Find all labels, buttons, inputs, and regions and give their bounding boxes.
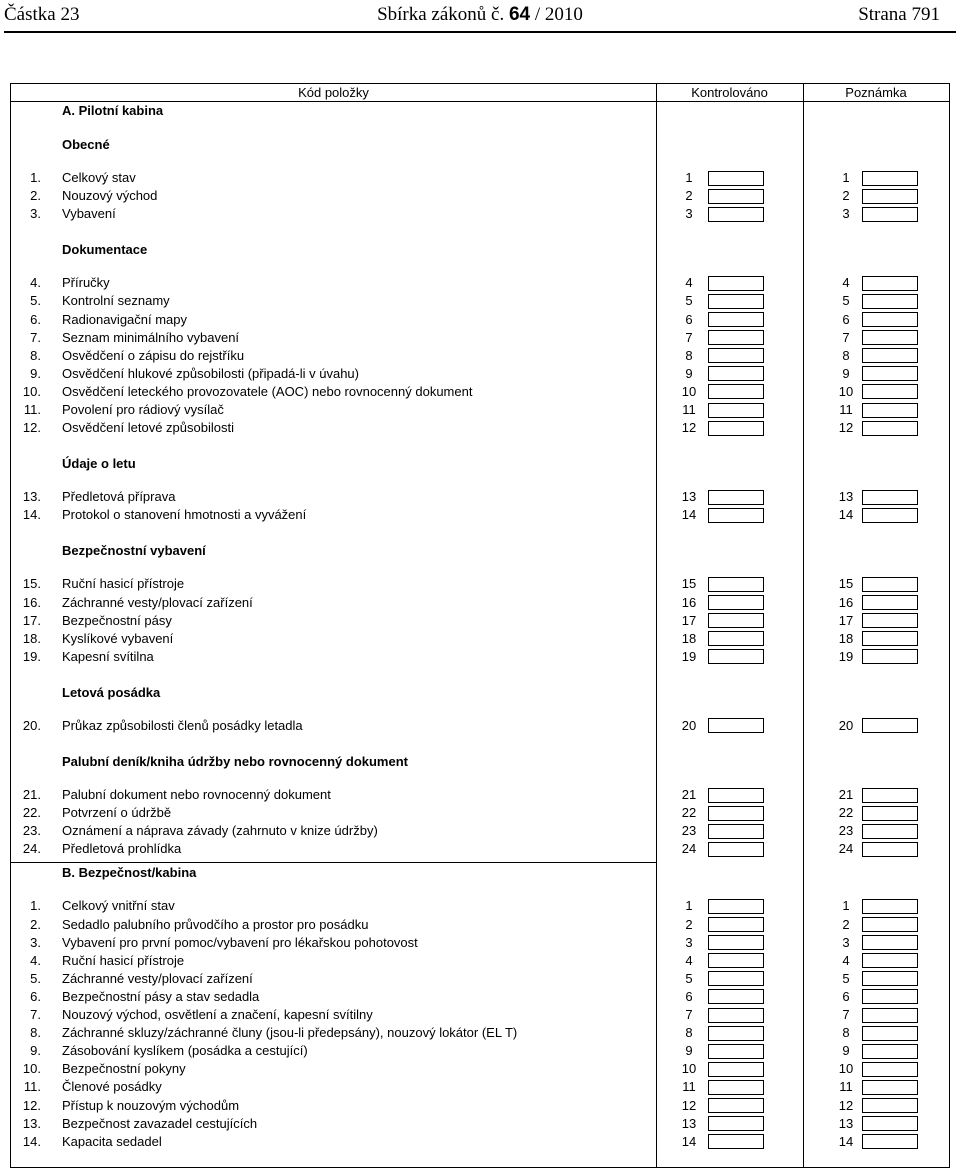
note-code: 8 [842,1025,850,1041]
checked-checkbox[interactable] [708,1062,764,1077]
item-label: Radionavigační mapy [62,311,188,327]
note-checkbox[interactable] [862,649,918,664]
note-checkbox[interactable] [862,824,918,839]
note-code: 22 [838,805,854,821]
item-label: Vybavení pro první pomoc/vybavení pro lékařskou pohotovost [62,934,418,950]
note-code: 2 [842,916,850,932]
item-label: Osvědčení leteckého provozovatele (AOC) nebo rovnocenný dokument [62,383,473,399]
item-number: 8. [30,347,41,363]
note-code: 14 [838,1133,854,1149]
note-code: 1 [842,170,850,185]
item-label: Předletová prohlídka [62,841,182,857]
column-header-checked: Kontrolováno [691,85,768,100]
checked-code: 7 [685,329,693,345]
item-label: Seznam minimálního vybavení [62,329,240,345]
checked-code: 1 [685,898,693,914]
checked-code: 15 [681,576,697,592]
checked-code: 21 [681,787,697,802]
item-label: Příručky [62,275,110,291]
checked-code: 7 [685,1007,693,1022]
item-label: Sedadlo palubního průvodčího a prostor pro posádku [62,916,369,932]
item-label: Kyslíkové vybavení [62,630,174,646]
item-label: Bezpečnostní pásy a stav sedadla [62,988,260,1004]
note-checkbox[interactable] [862,806,918,821]
note-checkbox[interactable] [862,384,918,399]
note-checkbox[interactable] [862,490,918,505]
checked-code: 24 [681,841,697,857]
item-number: 14. [22,507,41,523]
column-header-note: Poznámka [845,85,907,100]
checked-code: 9 [685,365,693,381]
checked-checkbox[interactable] [708,490,764,505]
checked-checkbox[interactable] [708,207,764,222]
checked-checkbox[interactable] [708,577,764,592]
checked-checkbox[interactable] [708,989,764,1004]
note-code: 11 [839,1079,853,1095]
note-checkbox[interactable] [862,276,918,291]
item-label: Záchranné vesty/plovací zařízení [62,594,253,610]
item-label: Vybavení [62,206,116,222]
checked-checkbox[interactable] [708,312,764,327]
checked-checkbox[interactable] [708,631,764,646]
note-checkbox[interactable] [862,577,918,592]
checked-code: 3 [685,206,693,222]
item-number: 10. [22,383,41,399]
checked-checkbox[interactable] [708,189,764,204]
item-label: Průkaz způsobilosti členů posádky letadla [62,717,303,733]
item-label: Celkový stav [62,170,136,185]
collection-number: 64 [508,4,531,25]
note-checkbox[interactable] [862,171,918,186]
note-code: 10 [838,1061,854,1077]
note-code: 15 [838,576,854,592]
note-checkbox[interactable] [862,971,918,986]
item-label: Osvědčení letové způsobilosti [62,420,234,436]
checked-checkbox[interactable] [708,508,764,523]
checked-checkbox[interactable] [708,953,764,968]
checked-checkbox[interactable] [708,1116,764,1131]
checked-checkbox[interactable] [708,1134,764,1149]
group-title: Dokumentace [62,242,148,258]
item-number: 13. [22,1115,41,1131]
item-number: 15. [22,576,41,592]
item-label: Palubní dokument nebo rovnocenný dokument [62,787,331,802]
note-code: 13 [838,489,854,505]
group-title: Bezpečnostní vybavení [62,543,206,559]
note-checkbox[interactable] [862,1062,918,1077]
checked-checkbox[interactable] [708,917,764,932]
collection-title: Sbírka zákonů č. [377,4,505,25]
note-code: 7 [842,329,850,345]
item-number: 16. [22,594,41,610]
note-code: 17 [838,612,854,628]
note-code: 7 [842,1007,850,1022]
section-rule [11,862,656,863]
note-code: 4 [842,275,850,291]
note-checkbox[interactable] [862,842,918,857]
item-number: 18. [22,630,41,646]
checked-code: 9 [685,1043,693,1059]
checked-checkbox[interactable] [708,1098,764,1113]
checked-checkbox[interactable] [708,1008,764,1023]
item-number: 13. [22,489,41,505]
item-label: Bezpečnost zavazadel cestujících [62,1115,258,1131]
checked-code: 14 [681,1133,697,1149]
item-label: Záchranné skluzy/záchranné čluny (jsou-li předepsány), nouzový lokátor (EL T) [62,1025,518,1041]
checked-code: 2 [685,916,693,932]
note-checkbox[interactable] [862,403,918,418]
item-number: 17. [22,612,41,628]
checked-checkbox[interactable] [708,613,764,628]
item-number: 2. [30,916,41,932]
divider-note [803,84,804,1167]
note-code: 8 [842,347,850,363]
item-number: 5. [30,970,41,986]
item-label: Ruční hasicí přístroje [62,576,185,592]
item-number: 9. [30,365,41,381]
checked-checkbox[interactable] [708,1026,764,1041]
item-label: Povolení pro rádiový vysílač [62,402,224,417]
checked-code: 8 [685,1025,693,1041]
section-title: A. Pilotní kabina [62,103,164,118]
item-number: 24. [22,841,41,857]
checked-checkbox[interactable] [708,421,764,436]
note-checkbox[interactable] [862,788,918,803]
item-number: 6. [30,311,41,327]
item-number: 22. [22,805,41,821]
item-number: 23. [22,823,41,839]
item-number: 3. [30,934,41,950]
collection-year: / 2010 [534,4,583,25]
note-code: 5 [842,293,850,309]
note-checkbox[interactable] [862,189,918,204]
column-header-code: Kód položky [298,85,369,100]
note-checkbox[interactable] [862,294,918,309]
group-title: Letová posádka [62,684,161,700]
checked-code: 13 [681,489,697,505]
item-label: Ruční hasicí přístroje [62,952,185,968]
note-checkbox[interactable] [862,613,918,628]
note-checkbox[interactable] [862,899,918,914]
note-code: 2 [842,188,850,204]
note-code: 21 [838,787,854,802]
item-label: Osvědčení hlukové způsobilosti (připadá-li v úvahu) [62,365,359,381]
note-code: 5 [842,970,850,986]
item-number: 6. [30,988,41,1004]
group-title: Obecné [62,137,110,152]
checked-code: 18 [681,630,697,646]
page-header-center [0,2,960,28]
note-code: 11 [839,402,853,417]
section-title: B. Bezpečnost/kabina [62,865,197,881]
checked-checkbox[interactable] [708,330,764,345]
item-number: 4. [30,952,41,968]
note-code: 10 [838,383,854,399]
note-checkbox[interactable] [862,1080,918,1095]
note-checkbox[interactable] [862,989,918,1004]
checked-code: 16 [681,594,697,610]
checked-code: 13 [681,1115,697,1131]
note-code: 20 [838,717,854,733]
checked-checkbox[interactable] [708,384,764,399]
item-number: 21. [22,787,41,802]
note-checkbox[interactable] [862,935,918,950]
item-label: Členové posádky [62,1079,162,1095]
checked-code: 11 [682,1079,696,1095]
note-code: 3 [842,934,850,950]
note-checkbox[interactable] [862,1026,918,1041]
checked-checkbox[interactable] [708,899,764,914]
checked-checkbox[interactable] [708,403,764,418]
item-number: 14. [22,1133,41,1149]
item-number: 12. [22,420,41,436]
checked-code: 17 [681,612,697,628]
note-code: 6 [842,311,850,327]
note-code: 12 [838,420,854,436]
item-number: 1. [30,898,41,914]
checked-checkbox[interactable] [708,294,764,309]
checked-code: 11 [682,402,696,417]
note-checkbox[interactable] [862,330,918,345]
item-number: 10. [22,1061,41,1077]
note-checkbox[interactable] [862,1134,918,1149]
checked-checkbox[interactable] [708,171,764,186]
note-checkbox[interactable] [862,348,918,363]
item-number: 11. [23,402,41,417]
item-label: Bezpečnostní pokyny [62,1061,186,1077]
checked-checkbox[interactable] [708,1044,764,1059]
item-number: 7. [30,1007,41,1022]
item-label: Kontrolní seznamy [62,293,170,309]
item-label: Protokol o stanovení hmotnosti a vyvážení [62,507,307,523]
checked-code: 10 [681,383,697,399]
note-code: 24 [838,841,854,857]
note-checkbox[interactable] [862,312,918,327]
note-checkbox[interactable] [862,1008,918,1023]
checked-checkbox[interactable] [708,1080,764,1095]
checked-code: 10 [681,1061,697,1077]
checked-checkbox[interactable] [708,649,764,664]
checked-code: 5 [685,970,693,986]
group-title: Údaje o letu [62,456,136,472]
item-label: Kapacita sedadel [62,1133,162,1149]
note-checkbox[interactable] [862,917,918,932]
page-header-right: Strana 791 [858,4,940,25]
checked-code: 8 [685,347,693,363]
note-code: 9 [842,1043,850,1059]
item-number: 1. [30,170,41,185]
note-checkbox[interactable] [862,508,918,523]
checked-code: 5 [685,293,693,309]
checked-checkbox[interactable] [708,348,764,363]
item-number: 12. [22,1097,41,1113]
note-code: 9 [842,365,850,381]
note-checkbox[interactable] [862,1098,918,1113]
checked-code: 1 [685,170,693,185]
note-checkbox[interactable] [862,1044,918,1059]
note-checkbox[interactable] [862,1116,918,1131]
item-label: Přístup k nouzovým východům [62,1097,240,1113]
note-checkbox[interactable] [862,366,918,381]
checked-code: 14 [681,507,697,523]
checked-checkbox[interactable] [708,824,764,839]
checked-checkbox[interactable] [708,276,764,291]
item-label: Zásobování kyslíkem (posádka a cestující) [62,1043,308,1059]
note-checkbox[interactable] [862,207,918,222]
note-checkbox[interactable] [862,953,918,968]
item-number: 2. [30,188,41,204]
checked-code: 4 [685,952,693,968]
note-code: 1 [842,898,850,914]
item-label: Nouzový východ [62,188,158,204]
item-number: 3. [30,206,41,222]
item-number: 20. [22,717,41,733]
header-rule [4,31,956,33]
checked-code: 2 [685,188,693,204]
item-label: Předletová příprava [62,489,176,505]
checked-checkbox[interactable] [708,366,764,381]
item-number: 7. [30,329,41,345]
note-code: 18 [838,630,854,646]
item-number: 5. [30,293,41,309]
item-label: Záchranné vesty/plovací zařízení [62,970,253,986]
item-label: Osvědčení o zápisu do rejstříku [62,347,245,363]
note-code: 4 [842,952,850,968]
note-code: 12 [838,1097,854,1113]
checked-checkbox[interactable] [708,971,764,986]
item-number: 9. [30,1043,41,1059]
checked-checkbox[interactable] [708,842,764,857]
checked-code: 3 [685,934,693,950]
checked-code: 6 [685,988,693,1004]
checked-code: 6 [685,311,693,327]
note-checkbox[interactable] [862,631,918,646]
item-number: 8. [30,1025,41,1041]
inspection-form-table [10,83,950,1168]
item-number: 19. [22,648,41,664]
page-header-left: Částka 23 [4,4,80,25]
item-label: Kapesní svítilna [62,648,154,664]
note-code: 23 [838,823,854,839]
checked-code: 12 [681,1097,697,1113]
note-checkbox[interactable] [862,595,918,610]
checked-code: 23 [681,823,697,839]
checked-code: 19 [681,648,697,664]
checked-code: 4 [685,275,693,291]
checked-checkbox[interactable] [708,806,764,821]
note-code: 19 [838,648,854,664]
note-code: 6 [842,988,850,1004]
item-label: Nouzový východ, osvětlení a značení, kapesní svítilny [62,1007,373,1022]
group-title: Palubní deník/kniha údržby nebo rovnocenný dokument [62,754,408,769]
checked-code: 12 [681,420,697,436]
checked-checkbox[interactable] [708,935,764,950]
note-code: 16 [838,594,854,610]
note-checkbox[interactable] [862,718,918,733]
item-label: Potvrzení o údržbě [62,805,172,821]
checked-code: 22 [681,805,697,821]
item-number: 11. [23,1079,41,1095]
checked-checkbox[interactable] [708,788,764,803]
note-code: 3 [842,206,850,222]
checked-checkbox[interactable] [708,595,764,610]
divider-code [656,84,657,1167]
note-code: 14 [838,507,854,523]
item-label: Celkový vnitřní stav [62,898,175,914]
checked-checkbox[interactable] [708,718,764,733]
item-number: 4. [30,275,41,291]
item-label: Oznámení a náprava závady (zahrnuto v knize údržby) [62,823,378,839]
item-label: Bezpečnostní pásy [62,612,172,628]
note-code: 13 [838,1115,854,1131]
checked-code: 20 [681,717,697,733]
note-checkbox[interactable] [862,421,918,436]
